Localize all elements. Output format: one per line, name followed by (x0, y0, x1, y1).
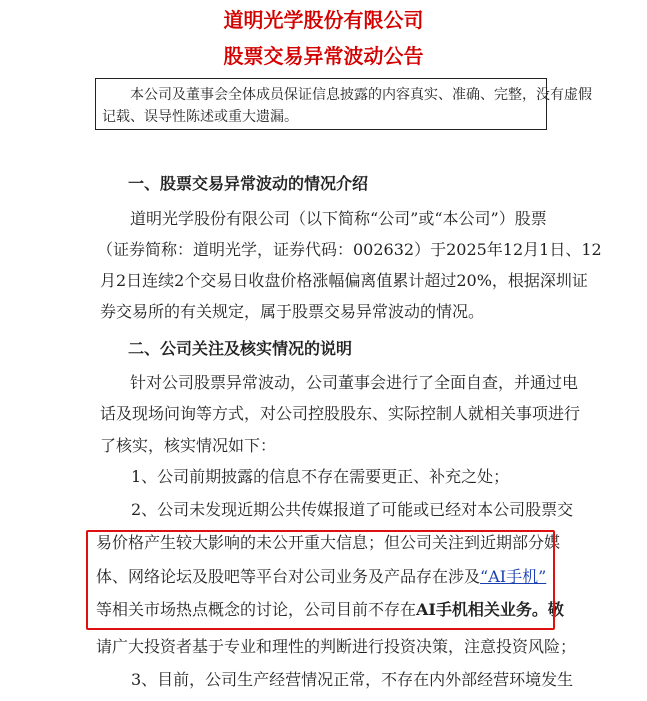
section2-item-2: 2、公司未发现近期公共传媒报道了可能或已经对本公司股票交 (131, 500, 574, 519)
section1-heading: 一、股票交易异常波动的情况介绍 (128, 174, 369, 193)
section2-after-line-1: 请广大投资者基于专业和理性的判断进行投资决策，注意投资风险； (96, 637, 577, 656)
highlight-line-1: 易价格产生较大影响的未公开重大信息；但公司关注到近期部分媒 (96, 533, 561, 552)
announcement-title: 股票交易异常波动公告 (223, 44, 424, 68)
section2-item-1: 1、公司前期披露的信息不存在需要更正、补充之处； (131, 467, 510, 486)
disclaimer-notice-box (95, 78, 592, 130)
section1-line-2: （证券简称：道明光学，证券代码：002632）于2025年12月1日、12 (97, 240, 602, 259)
highlight-line-3-text: 等相关市场热点概念的讨论，公司目前不存在 (96, 600, 417, 619)
section2-line-1: 针对公司股票异常波动，公司董事会进行了全面自查，并通过电 (130, 373, 579, 392)
disclaimer-line-2: 记载、误导性陈述或重大遗漏。 (102, 109, 298, 125)
section1-line-1: 道明光学股份有限公司（以下简称“公司”或“本公司”）股票 (130, 209, 547, 228)
section2-item-3: 3、目前，公司生产经营情况正常，不存在内外部经营环境发生 (131, 670, 574, 689)
highlight-line-3-suffix: 。敬 (531, 600, 564, 619)
company-title: 道明光学股份有限公司 (223, 8, 424, 32)
section1-line-3: 月2日连续2个交易日收盘价格涨幅偏离值累计超过20%，根据深圳证 (100, 271, 588, 290)
highlight-line-2-text: 体、网络论坛及股吧等平台对公司业务及产品存在涉及 (96, 567, 481, 586)
ai-phone-business-bold: AI手机相关业务 (416, 600, 532, 619)
disclaimer-line-1: 本公司及董事会全体成员保证信息披露的内容真实、准确、完整，没有虚假 (130, 87, 592, 103)
ai-phone-quote: “AI手机” (480, 567, 547, 586)
section2-line-3: 了核实，核实情况如下： (100, 436, 277, 455)
red-highlight-box (86, 530, 555, 630)
section2-line-2: 话及现场问询等方式，对公司控股股东、实际控制人就相关事项进行 (100, 404, 581, 423)
section1-line-4: 券交易所的有关规定，属于股票交易异常波动的情况。 (100, 302, 485, 321)
section2-heading: 二、公司关注及核实情况的说明 (128, 339, 353, 358)
